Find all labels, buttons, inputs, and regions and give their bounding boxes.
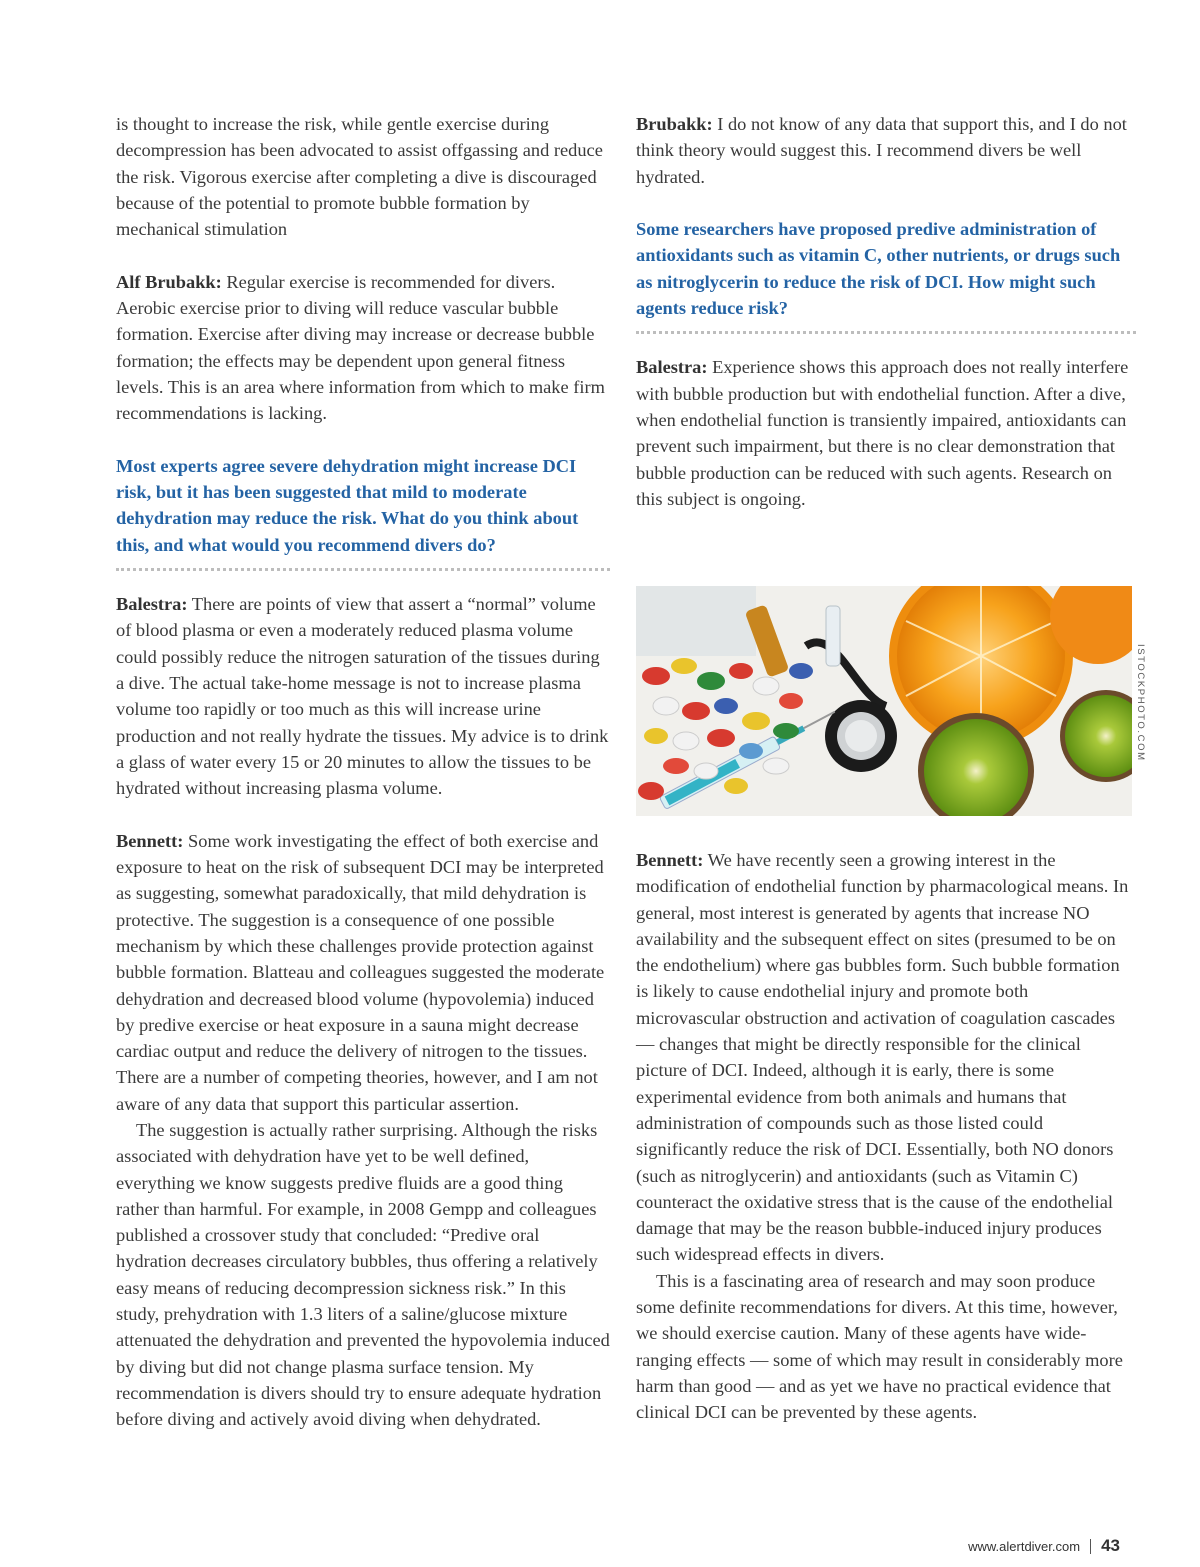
speaker-name: Balestra: xyxy=(636,357,708,378)
paragraph-exercise-continued: is thought to increase the risk, while gentle exercise during decompression has been advocated to assist offgassing and reduce the risk. Vigorous exercise after completing a dive is discouraged because of the potential to promote bubble formation by mechanical stimulation xyxy=(116,114,603,240)
page-footer xyxy=(968,1536,1120,1556)
paragraph-bennett-caution: This is a fascinating area of research and may soon produce some definite recommendations for divers. At this time, however, we should exercise caution. Many of these agents have wide-ranging effects — some of which may result in considerably more harm than good — and as yet we have no practical evidence that clinical DCI can be prevented by these agents. xyxy=(636,1270,1123,1423)
paragraph-balestra-antioxidants xyxy=(636,354,1136,512)
paragraph-brubakk-hydration xyxy=(636,111,1136,190)
dotted-divider xyxy=(116,568,610,571)
paragraph-bennett-endothelial xyxy=(636,847,1136,1268)
dotted-divider xyxy=(636,331,1136,334)
paragraph-brubakk-exercise xyxy=(116,269,610,427)
speaker-name: Bennett: xyxy=(636,850,704,870)
paragraph-bennett-dehydration xyxy=(116,828,610,1117)
paragraph-bennett-continued: The suggestion is actually rather surprising. Although the risks associated with dehydration have yet to be well defined, everything we know suggests predive fluids are a good thing rather than harmful. For example, in 2008 Gempp and colleagues published a crossover study that concluded: “Predive oral hydration decreases circulatory bubbles, thus offering a relatively easy means of reducing decompression sickness risk.” In this study, prehydration with 1.3 liters of a saline/glucose mixture attenuated the dehydration and prevented the hypovolemia induced by diving but did not change plasma surface tension. My recommendation is divers should try to ensure adequate hydration before diving and actively avoid diving when dehydrated. xyxy=(116,1119,610,1430)
speaker-name: Bennett: xyxy=(116,830,184,851)
right-column-bottom xyxy=(636,847,1136,1426)
answer-text: There are points of view that assert a “normal” volume of blood plasma or even a moderately reduced plasma volume could possibly reduce the nitrogen saturation of the tissues during a dive. The actual take-home message is not to increase plasma volume too rapidly or too much as this will increase urine production and not really hydrate the tissues. My advice is to drink a glass of water every 15 or 20 minutes to allow the tissues to be hydrated without increasing plasma volume. xyxy=(116,594,609,799)
speaker-name: Brubakk: xyxy=(636,114,713,134)
footer-divider xyxy=(1090,1539,1091,1554)
website-url: www.alertdiver.com xyxy=(968,1538,1081,1554)
photo-credit: ISTOCKPHOTO.COM xyxy=(1135,644,1146,762)
answer-text: Regular exercise is recommended for divers. Aerobic exercise prior to diving will reduce vascular bubble formation. Exercise after diving may increase or decrease bubble formation; the effects may be dependent upon general fitness levels. This is an area where information from which to make firm recommendations is lacking. xyxy=(116,271,605,424)
answer-text: We have recently seen a growing interest in the modification of endothelial function by pharmacological means. In general, most interest is generated by agents that increase NO availability and the subsequent effect on sites (presumed to be on the endothelium) where gas bubbles form. Such bubble formation is likely to cause endothelial injury and promote both microvascular obstruction and activation of coagulation cascades — changes that might be directly responsible for the clinical picture of DCI. Indeed, although it is early, there is some experimental evidence from both animals and humans that administration of compounds such as those listed could significantly reduce the risk of DCI. Essentially, both NO donors (such as nitroglycerin) and antioxidants (such as Vitamin C) counteract the oxidative stress that is the cause of the endothelial damage that may be the reason bubble-induced injury produces such widespread effects in divers. xyxy=(636,850,1129,1265)
pills-fruit-stethoscope-photo xyxy=(636,586,1132,816)
paragraph-balestra-dehydration xyxy=(116,591,610,801)
question-dehydration: Most experts agree severe dehydration might increase DCI risk, but it has been suggested that mild to moderate dehydration may reduce the risk. What do you think about this, and what would you recommend divers do? xyxy=(116,455,579,555)
photo-illustration xyxy=(636,586,1132,816)
answer-text: I do not know of any data that support this, and I do not think theory would suggest this. I recommend divers be well hydrated. xyxy=(636,114,1127,187)
answer-text: Some work investigating the effect of both exercise and exposure to heat on the risk of subsequent DCI may be interpreted as suggesting, somewhat paradoxically, that mild dehydration is protective. The suggestion is a consequence of one possible mechanism by which these challenges provide protection against bubble formation. Blatteau and colleagues suggested the moderate dehydration and decreased blood volume (hypovolemia) induced by predive exercise or heat exposure in a sauna might decrease cardiac output and reduce the delivery of nitrogen to the tissues. There are a number of competing theories, however, and I am not aware of any data that support this particular assertion. xyxy=(116,830,605,1114)
speaker-name: Balestra: xyxy=(116,594,188,615)
left-column xyxy=(116,111,610,1433)
right-column-top xyxy=(636,111,1136,512)
page-number: 43 xyxy=(1101,1536,1120,1555)
speaker-name: Alf Brubakk: xyxy=(116,271,222,292)
answer-text: Experience shows this approach does not really interfere with bubble production but with endothelial function. After a dive, when endothelial function is transiently impaired, antioxidants can prevent such impairment, but there is no clear demonstration that bubble production can be reduced with such agents. Research on this subject is ongoing. xyxy=(636,357,1129,509)
question-antioxidants: Some researchers have proposed predive administration of antioxidants such as vitamin C, other nutrients, or drugs such as nitroglycerin to reduce the risk of DCI. How might such agents reduce risk? xyxy=(636,219,1121,319)
